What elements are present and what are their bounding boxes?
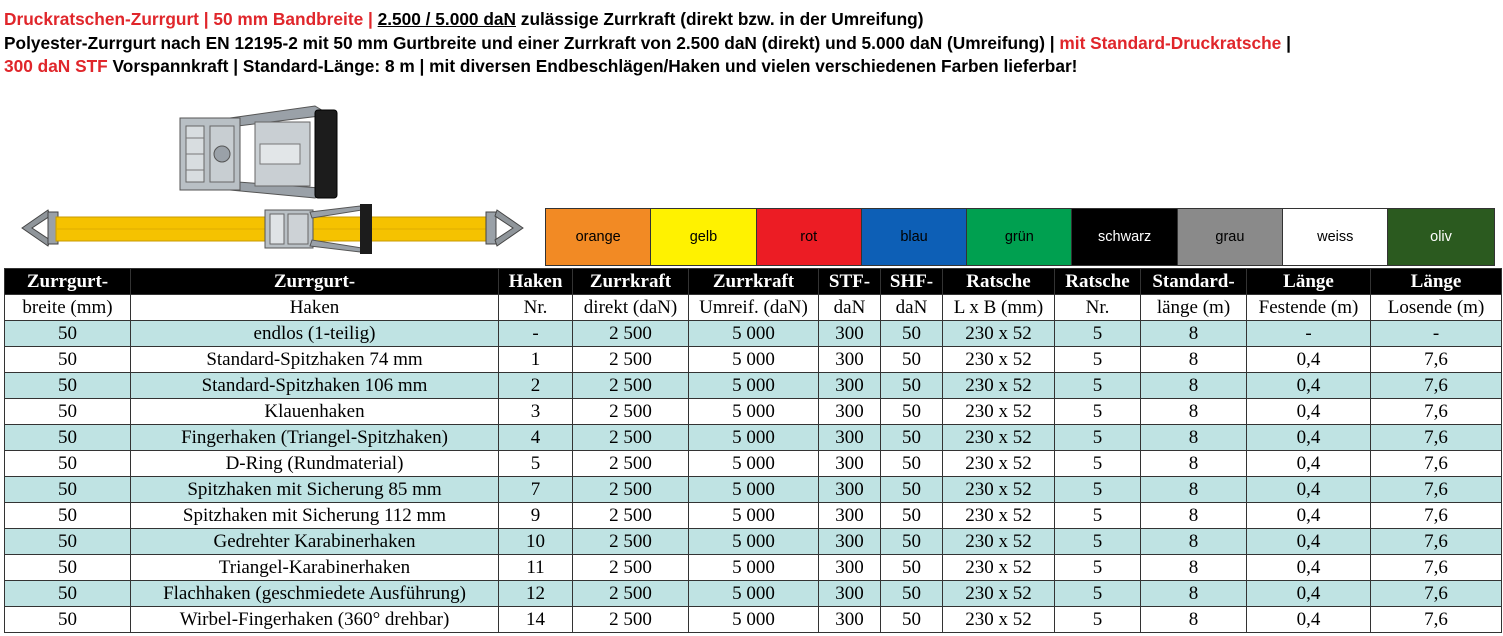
cell-ratsche-nr: 5 [1055,503,1141,529]
cell-losende: 7,6 [1371,477,1502,503]
table-body [5,321,1502,633]
cell-festende: 0,4 [1247,607,1371,633]
cell-ratsche-lxb: 230 x 52 [943,503,1055,529]
cell-nr: 3 [499,399,573,425]
table-row [5,555,1502,581]
header-haken: Zurrgurt- [131,269,499,295]
cell-ratsche-lxb: 230 x 52 [943,451,1055,477]
cell-shf: 50 [881,451,943,477]
table-row [5,503,1502,529]
cell-haken: Standard-Spitzhaken 106 mm [131,373,499,399]
cell-standardlaenge: 8 [1141,321,1247,347]
cell-stf: 300 [819,451,881,477]
cell-breite: 50 [5,503,131,529]
cell-breite: 50 [5,477,131,503]
cell-standardlaenge: 8 [1141,477,1247,503]
cell-umreif: 5 000 [689,477,819,503]
cell-breite: 50 [5,529,131,555]
cell-shf: 50 [881,607,943,633]
cell-breite: 50 [5,555,131,581]
header-umreif: Zurrkraft [689,269,819,295]
header-ratsche-lxb: Ratsche [943,269,1055,295]
cell-haken: Triangel-Karabinerhaken [131,555,499,581]
cell-shf: 50 [881,529,943,555]
cell-festende: 0,4 [1247,477,1371,503]
cell-nr: 5 [499,451,573,477]
cell-stf: 300 [819,503,881,529]
header-product-name: Druckratschen-Zurrgurt | 50 mm Bandbreite | [4,9,373,29]
cell-ratsche-nr: 5 [1055,555,1141,581]
table-row [5,399,1502,425]
cell-losende: - [1371,321,1502,347]
cell-haken: endlos (1-teilig) [131,321,499,347]
cell-nr: 9 [499,503,573,529]
subheader-breite: breite (mm) [5,295,131,321]
cell-haken: Wirbel-Fingerhaken (360° drehbar) [131,607,499,633]
table-row [5,451,1502,477]
swatch-gruen: grün [967,209,1072,265]
header-separator: | [1286,32,1291,53]
cell-ratsche-nr: 5 [1055,607,1141,633]
subheader-haken: Haken [131,295,499,321]
cell-breite: 50 [5,607,131,633]
cell-umreif: 5 000 [689,399,819,425]
cell-direkt: 2 500 [573,347,689,373]
cell-ratsche-lxb: 230 x 52 [943,607,1055,633]
cell-shf: 50 [881,477,943,503]
cell-losende: 7,6 [1371,529,1502,555]
cell-ratsche-lxb: 230 x 52 [943,425,1055,451]
table-row [5,607,1502,633]
cell-umreif: 5 000 [689,503,819,529]
cell-umreif: 5 000 [689,607,819,633]
cell-ratsche-lxb: 230 x 52 [943,399,1055,425]
cell-festende: 0,4 [1247,581,1371,607]
cell-losende: 7,6 [1371,451,1502,477]
subheader-direkt: direkt (daN) [573,295,689,321]
cell-breite: 50 [5,321,131,347]
cell-breite: 50 [5,373,131,399]
cell-breite: 50 [5,425,131,451]
cell-haken: D-Ring (Rundmaterial) [131,451,499,477]
cell-festende: 0,4 [1247,347,1371,373]
cell-shf: 50 [881,321,943,347]
cell-direkt: 2 500 [573,581,689,607]
subheader-festende: Festende (m) [1247,295,1371,321]
header-direkt: Zurrkraft [573,269,689,295]
cell-losende: 7,6 [1371,399,1502,425]
header-force-text: zulässige Zurrkraft (direkt bzw. in der Umreifung) [520,9,924,29]
cell-ratsche-lxb: 230 x 52 [943,477,1055,503]
header-standardlaenge: Standard- [1141,269,1247,295]
cell-direkt: 2 500 [573,529,689,555]
swatch-weiss: weiss [1283,209,1388,265]
spec-table [4,268,1502,633]
cell-breite: 50 [5,399,131,425]
cell-shf: 50 [881,581,943,607]
table-row [5,347,1502,373]
cell-stf: 300 [819,321,881,347]
cell-ratsche-lxb: 230 x 52 [943,321,1055,347]
cell-ratsche-nr: 5 [1055,347,1141,373]
cell-direkt: 2 500 [573,425,689,451]
cell-umreif: 5 000 [689,529,819,555]
swatch-grau: grau [1178,209,1283,265]
cell-ratsche-lxb: 230 x 52 [943,581,1055,607]
cell-shf: 50 [881,425,943,451]
header-ratchet-type: mit Standard-Druckratsche [1059,32,1282,53]
header-ratsche-nr: Ratsche [1055,269,1141,295]
cell-ratsche-lxb: 230 x 52 [943,373,1055,399]
product-header [4,8,1499,79]
cell-standardlaenge: 8 [1141,555,1247,581]
header-breite: Zurrgurt- [5,269,131,295]
header-stf: 300 daN STF [4,56,108,76]
strap-image [20,198,525,260]
cell-stf: 300 [819,581,881,607]
table-row [5,477,1502,503]
cell-losende: 7,6 [1371,425,1502,451]
table-header-row-2 [5,295,1502,321]
cell-stf: 300 [819,607,881,633]
cell-shf: 50 [881,503,943,529]
cell-losende: 7,6 [1371,503,1502,529]
cell-festende: - [1247,321,1371,347]
cell-standardlaenge: 8 [1141,399,1247,425]
cell-standardlaenge: 8 [1141,581,1247,607]
header-description: Polyester-Zurrgurt nach EN 12195-2 mit 50 mm Gurtbreite und einer Zurrkraft von 2.500 daN (direkt) und 5.000 daN (Umreifung) | [4,32,1055,53]
cell-direkt: 2 500 [573,399,689,425]
cell-breite: 50 [5,451,131,477]
cell-losende: 7,6 [1371,347,1502,373]
cell-direkt: 2 500 [573,451,689,477]
cell-breite: 50 [5,347,131,373]
cell-nr: 2 [499,373,573,399]
cell-umreif: 5 000 [689,581,819,607]
cell-nr: 4 [499,425,573,451]
swatch-rot: rot [757,209,862,265]
header-details: Vorspannkraft | Standard-Länge: 8 m | mit diversen Endbeschlägen/Haken und vielen verschiedenen Farben lieferbar! [112,56,1078,76]
table-row [5,529,1502,555]
cell-direkt: 2 500 [573,607,689,633]
cell-haken: Flachhaken (geschmiedete Ausführung) [131,581,499,607]
subheader-losende: Losende (m) [1371,295,1502,321]
cell-ratsche-lxb: 230 x 52 [943,529,1055,555]
cell-haken: Spitzhaken mit Sicherung 85 mm [131,477,499,503]
cell-losende: 7,6 [1371,607,1502,633]
cell-ratsche-nr: 5 [1055,529,1141,555]
cell-umreif: 5 000 [689,555,819,581]
cell-haken: Fingerhaken (Triangel-Spitzhaken) [131,425,499,451]
header-line-3 [4,55,1499,79]
header-stf: STF- [819,269,881,295]
swatch-oliv: oliv [1388,209,1493,265]
cell-direkt: 2 500 [573,503,689,529]
swatch-gelb: gelb [651,209,756,265]
cell-umreif: 5 000 [689,425,819,451]
header-festende: Länge [1247,269,1371,295]
header-line-1 [4,8,1499,32]
cell-haken: Standard-Spitzhaken 74 mm [131,347,499,373]
table-row [5,581,1502,607]
cell-stf: 300 [819,555,881,581]
table-row [5,425,1502,451]
header-line-2 [4,32,1499,56]
cell-stf: 300 [819,347,881,373]
cell-festende: 0,4 [1247,503,1371,529]
cell-standardlaenge: 8 [1141,503,1247,529]
cell-shf: 50 [881,555,943,581]
subheader-nr: Nr. [499,295,573,321]
cell-ratsche-nr: 5 [1055,425,1141,451]
cell-breite: 50 [5,581,131,607]
cell-umreif: 5 000 [689,347,819,373]
cell-standardlaenge: 8 [1141,373,1247,399]
subheader-umreif: Umreif. (daN) [689,295,819,321]
cell-stf: 300 [819,477,881,503]
cell-festende: 0,4 [1247,425,1371,451]
table-row [5,321,1502,347]
cell-ratsche-lxb: 230 x 52 [943,347,1055,373]
swatch-blau: blau [862,209,967,265]
cell-nr: 14 [499,607,573,633]
table-header-row-1 [5,269,1502,295]
table-row [5,373,1502,399]
cell-losende: 7,6 [1371,581,1502,607]
cell-stf: 300 [819,529,881,555]
subheader-standardlaenge: länge (m) [1141,295,1247,321]
cell-festende: 0,4 [1247,451,1371,477]
cell-nr: 7 [499,477,573,503]
header-nr: Haken [499,269,573,295]
cell-nr: - [499,321,573,347]
cell-ratsche-nr: 5 [1055,321,1141,347]
header-force-values: 2.500 / 5.000 daN [377,9,516,29]
cell-umreif: 5 000 [689,373,819,399]
cell-haken: Gedrehter Karabinerhaken [131,529,499,555]
cell-stf: 300 [819,425,881,451]
subheader-ratsche-nr: Nr. [1055,295,1141,321]
cell-standardlaenge: 8 [1141,451,1247,477]
cell-shf: 50 [881,399,943,425]
subheader-stf: daN [819,295,881,321]
cell-direkt: 2 500 [573,477,689,503]
cell-direkt: 2 500 [573,373,689,399]
cell-nr: 1 [499,347,573,373]
cell-stf: 300 [819,399,881,425]
cell-nr: 12 [499,581,573,607]
cell-standardlaenge: 8 [1141,529,1247,555]
cell-nr: 11 [499,555,573,581]
cell-standardlaenge: 8 [1141,607,1247,633]
cell-ratsche-nr: 5 [1055,373,1141,399]
cell-losende: 7,6 [1371,373,1502,399]
ratchet-image [160,98,390,210]
color-swatches [545,208,1495,266]
cell-losende: 7,6 [1371,555,1502,581]
cell-shf: 50 [881,347,943,373]
cell-ratsche-nr: 5 [1055,451,1141,477]
subheader-ratsche-lxb: L x B (mm) [943,295,1055,321]
cell-direkt: 2 500 [573,321,689,347]
cell-haken: Spitzhaken mit Sicherung 112 mm [131,503,499,529]
cell-standardlaenge: 8 [1141,347,1247,373]
cell-ratsche-nr: 5 [1055,399,1141,425]
cell-festende: 0,4 [1247,555,1371,581]
cell-ratsche-lxb: 230 x 52 [943,555,1055,581]
cell-haken: Klauenhaken [131,399,499,425]
cell-umreif: 5 000 [689,451,819,477]
cell-ratsche-nr: 5 [1055,581,1141,607]
subheader-shf: daN [881,295,943,321]
header-losende: Länge [1371,269,1502,295]
header-shf: SHF- [881,269,943,295]
cell-nr: 10 [499,529,573,555]
swatch-schwarz: schwarz [1072,209,1177,265]
cell-standardlaenge: 8 [1141,425,1247,451]
cell-festende: 0,4 [1247,529,1371,555]
cell-shf: 50 [881,373,943,399]
cell-umreif: 5 000 [689,321,819,347]
cell-festende: 0,4 [1247,373,1371,399]
cell-ratsche-nr: 5 [1055,477,1141,503]
cell-festende: 0,4 [1247,399,1371,425]
swatch-orange: orange [546,209,651,265]
cell-direkt: 2 500 [573,555,689,581]
cell-stf: 300 [819,373,881,399]
